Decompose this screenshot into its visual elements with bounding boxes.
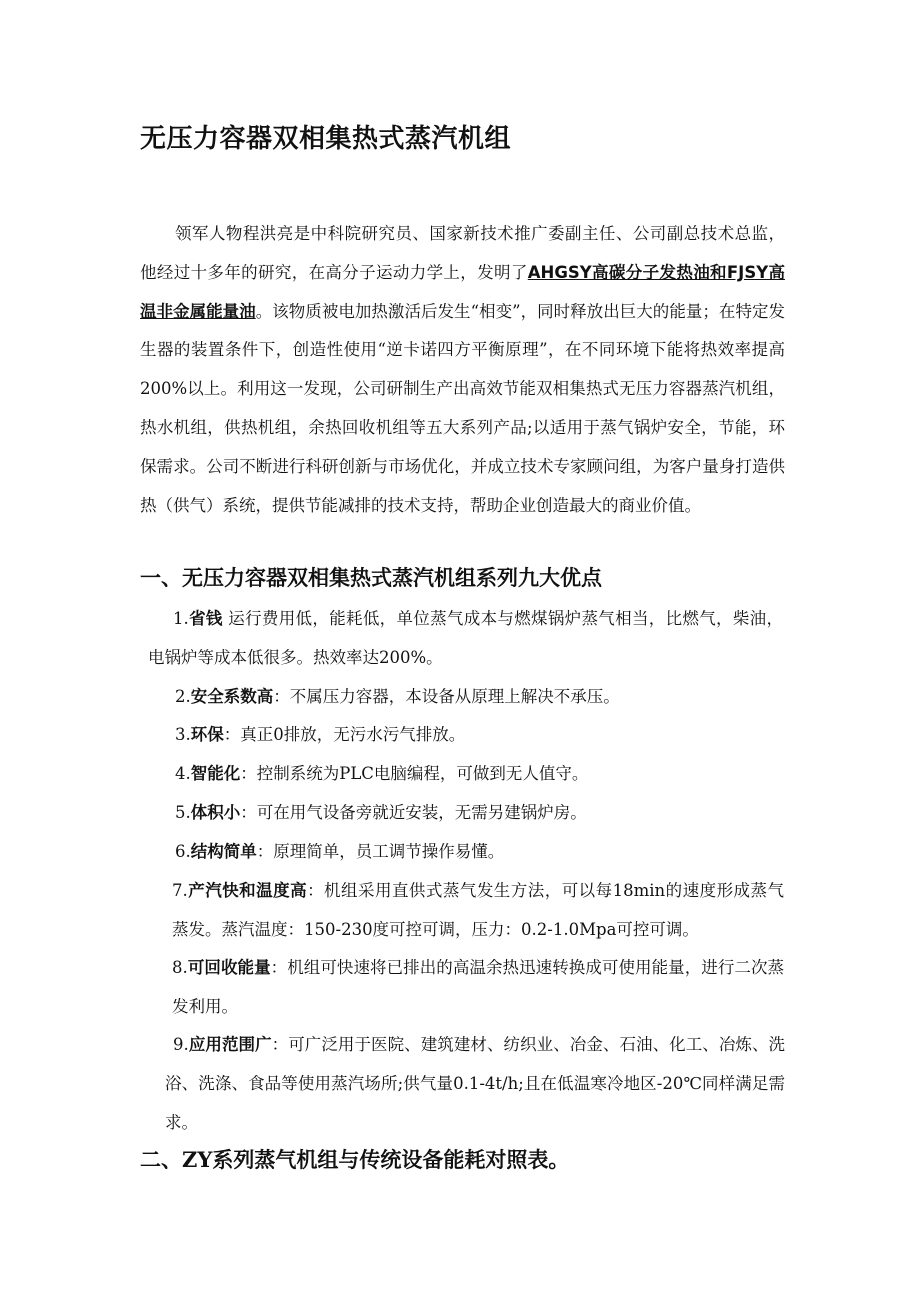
- item-number: 9.: [173, 1035, 189, 1054]
- item-number: 4.: [175, 764, 191, 783]
- item-number: 5.: [175, 803, 191, 822]
- item-number: 7.: [172, 881, 188, 900]
- item-text: ：可广泛用于医院、建筑建材、纺织业、冶金、石油、化工、冶炼、洗浴、洗涤、食品等使用蒸汽场所;供气量0.1-4t/h;且在低温寒冷地区-20℃同样满足需求。: [165, 1035, 785, 1132]
- item-number: 3.: [175, 725, 191, 744]
- advantage-item-7: [172, 872, 784, 950]
- item-term: 结构简单: [190, 842, 257, 861]
- item-text: ：不属压力容器，本设备从原理上解决不承压。: [273, 687, 620, 706]
- item-term: 省钱: [188, 609, 223, 628]
- item-text: ：机组可快速将已排出的高温余热迅速转换成可使用能量，进行二次蒸发利用。: [172, 958, 784, 1016]
- section-heading-advantages: 一、无压力容器双相集热式蒸汽机组系列九大优点: [140, 565, 602, 590]
- section-heading-comparison: 二、ZY系列蒸气机组与传统设备能耗对照表。: [140, 1147, 570, 1172]
- advantage-item-3: [175, 716, 465, 755]
- advantage-item-5: [175, 794, 587, 833]
- item-term: 安全系数高: [190, 687, 274, 706]
- product-name-highlight[interactable]: AHGSY高碳分子发热油和FJSY高温非金属能量油: [140, 262, 786, 321]
- advantage-item-2: [175, 678, 620, 717]
- item-number: 8.: [172, 958, 188, 977]
- item-term: 产汽快和温度高: [187, 881, 308, 900]
- item-text: 运行费用低，能耗低，单位蒸气成本与燃煤锅炉蒸气相当，比燃气，柴油，电锅炉等成本低很多。热效率达200%。: [148, 609, 784, 667]
- document-title: 无压力容器双相集热式蒸汽机组: [140, 124, 512, 154]
- item-text: ：真正0排放，无污水污气排放。: [223, 725, 466, 744]
- item-term: 可回收能量: [187, 958, 271, 977]
- item-number: 1.: [173, 609, 189, 628]
- item-number: 6.: [175, 842, 191, 861]
- intro-text-after: 。该物质被电加热激活后发生“相变”，同时释放出巨大的能量；在特定发生器的装置条件下，创造性使用“逆卡诺四方平衡原理”，在不同环境下能将热效率提高200%以上。利用这一发现，公司研制生产出高效节能双相集热式无压力容器蒸汽机组，热水机组，供热机组，余热回收机组等五大系列产品;以适用于蒸气锅炉安全，节能，环保需求。公司不断进行科研创新与市场优化，并成立技术专家顾问组，为客户量身打造供热（供气）系统，提供节能减排的技术支持，帮助企业创造最大的商业价值。: [140, 301, 785, 515]
- item-term: 环保: [190, 725, 224, 744]
- item-text: ：可在用气设备旁就近安装，无需另建锅炉房。: [240, 803, 587, 822]
- item-term: 应用范围广: [188, 1035, 272, 1054]
- intro-paragraph: [140, 215, 785, 525]
- item-text: ：原理简单，员工调节操作易懂。: [256, 842, 505, 861]
- item-term: 智能化: [190, 764, 241, 783]
- advantage-item-6: [175, 833, 504, 872]
- advantage-item-1: [148, 600, 783, 678]
- advantage-item-9: [165, 1026, 785, 1142]
- item-number: 2.: [175, 687, 191, 706]
- item-text: ：机组采用直供式蒸气发生方法，可以每18min的速度形成蒸气蒸发。蒸汽温度：150-230度可控可调，压力：0.2-1.0Mpa可控可调。: [172, 881, 785, 939]
- intro-text-before: 领军人物程洪亮是中科院研究员、国家新技术推广委副主任、公司副总技术总监，他经过十多年的研究，在高分子运动力学上，发明了: [140, 224, 785, 282]
- advantage-item-8: [172, 949, 784, 1027]
- item-term: 体积小: [190, 803, 241, 822]
- advantage-item-4: [175, 755, 588, 794]
- item-text: ：控制系统为PLC电脑编程，可做到无人值守。: [240, 764, 589, 783]
